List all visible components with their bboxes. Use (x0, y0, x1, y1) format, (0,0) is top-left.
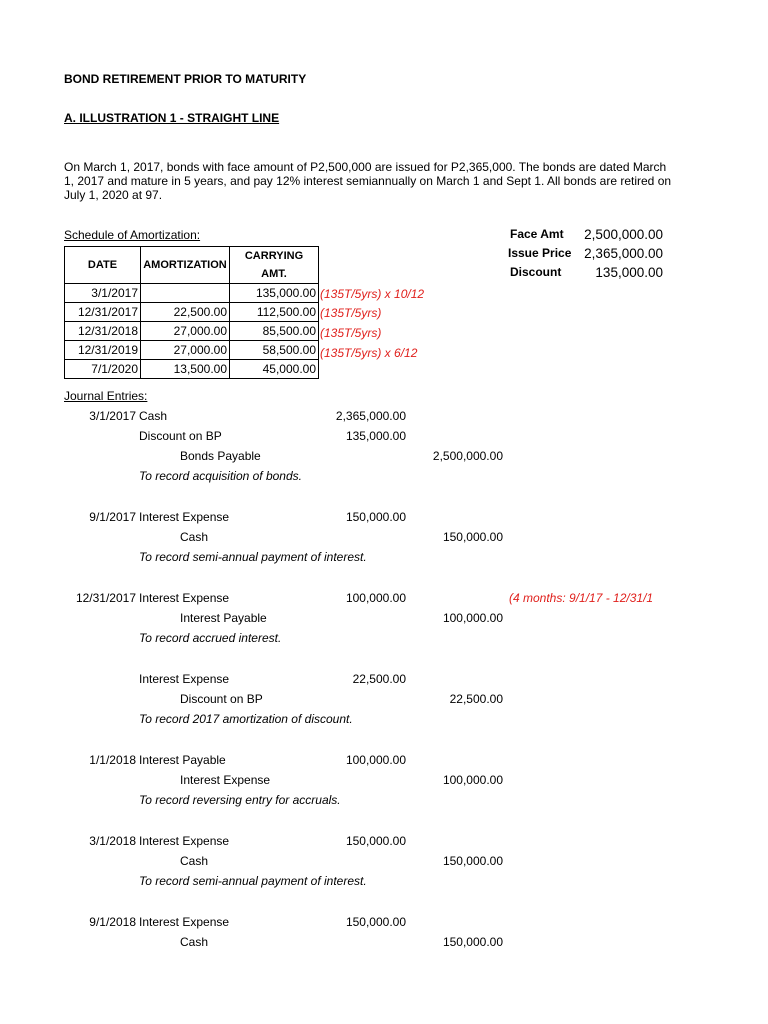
table-row (65, 360, 319, 379)
debit-amount: 150,000.00 (345, 834, 406, 848)
debit-amount: 2,365,000.00 (335, 409, 406, 423)
section-title: A. ILLUSTRATION 1 - STRAIGHT LINE (64, 111, 280, 125)
row-amortization: 27,000.00 (141, 322, 230, 341)
row-date: 12/31/2018 (65, 322, 141, 341)
schedule-note: (135T/5yrs) x 6/12 (320, 346, 418, 360)
account-debit: Cash (139, 409, 168, 423)
table-row (65, 284, 319, 303)
summary-value-face: 2,500,000.00 (584, 227, 663, 242)
row-date: 12/31/2019 (65, 341, 141, 360)
account-debit: Interest Expense (139, 510, 230, 524)
row-carrying: 58,500.00 (230, 341, 319, 360)
entry-memo: To record accrued interest. (139, 631, 282, 645)
entry-date: 9/1/2017 (89, 510, 136, 524)
summary-label-discount: Discount (510, 265, 562, 279)
entry-date: 12/31/2017 (75, 591, 136, 605)
entry-memo: To record semi-annual payment of interest. (139, 874, 367, 888)
table-row (65, 341, 319, 360)
account-debit: Interest Expense (139, 834, 230, 848)
row-date: 7/1/2020 (65, 360, 141, 379)
schedule-note: (135T/5yrs) x 10/12 (320, 287, 425, 301)
entry-memo: To record 2017 amortization of discount. (139, 712, 353, 726)
table-row (65, 303, 319, 322)
amortization-table (64, 246, 319, 379)
account-debit: Interest Expense (139, 591, 230, 605)
summary-label-issue: Issue Price (508, 246, 572, 260)
schedule-note: (135T/5yrs) (320, 326, 382, 340)
credit-amount: 100,000.00 (442, 611, 503, 625)
credit-amount: 150,000.00 (442, 854, 503, 868)
row-carrying: 135,000.00 (230, 284, 319, 303)
credit-amount: 150,000.00 (442, 935, 503, 949)
account-credit: Discount on BP (180, 692, 263, 706)
entry-date: 9/1/2018 (89, 915, 136, 929)
row-carrying: 85,500.00 (230, 322, 319, 341)
credit-amount: 2,500,000.00 (432, 449, 503, 463)
debit-amount: 150,000.00 (345, 915, 406, 929)
row-amortization (141, 284, 230, 303)
entry-memo: To record acquisition of bonds. (139, 469, 302, 483)
row-carrying: 112,500.00 (230, 303, 319, 322)
debit-amount: 100,000.00 (345, 753, 406, 767)
account-credit: Bonds Payable (180, 449, 261, 463)
row-date: 3/1/2017 (65, 284, 141, 303)
debit-amount: 135,000.00 (345, 429, 406, 443)
schedule-note: (135T/5yrs) (320, 306, 382, 320)
doc-title: BOND RETIREMENT PRIOR TO MATURITY (64, 72, 307, 86)
account-debit: Interest Payable (139, 753, 226, 767)
account-credit: Cash (180, 530, 209, 544)
credit-amount: 100,000.00 (442, 773, 503, 787)
account-debit: Discount on BP (139, 429, 222, 443)
entry-date: 3/1/2017 (89, 409, 136, 423)
account-credit: Cash (180, 935, 209, 949)
entry-date: 3/1/2018 (89, 834, 136, 848)
summary-label-face: Face Amt (510, 227, 564, 241)
account-credit: Interest Payable (180, 611, 267, 625)
entry-note: (4 months: 9/1/17 - 12/31/1 (509, 591, 654, 605)
schedule-title: Schedule of Amortization: (64, 228, 201, 242)
row-amortization: 13,500.00 (141, 360, 230, 379)
summary-value-issue: 2,365,000.00 (584, 246, 663, 261)
row-amortization: 22,500.00 (141, 303, 230, 322)
account-debit: Interest Expense (139, 915, 230, 929)
account-credit: Cash (180, 854, 209, 868)
credit-amount: 22,500.00 (449, 692, 503, 706)
row-amortization: 27,000.00 (141, 341, 230, 360)
account-credit: Interest Expense (180, 773, 271, 787)
table-header-row (65, 247, 319, 284)
debit-amount: 150,000.00 (345, 510, 406, 524)
intro-paragraph: On March 1, 2017, bonds with face amount of P2,500,000 are issued for P2,365,000. The bonds are dated March 1, 2017 and mature in 5 years, and pay 12% interest semiannually on March 1 and Sept 1. All bonds are retired on July 1, 2020 at 97. (64, 160, 672, 202)
row-date: 12/31/2017 (65, 303, 141, 322)
summary-value-discount: 135,000.00 (595, 265, 663, 280)
debit-amount: 22,500.00 (352, 672, 406, 686)
row-carrying: 45,000.00 (230, 360, 319, 379)
entry-memo: To record reversing entry for accruals. (139, 793, 341, 807)
header-date: DATE (65, 247, 141, 284)
table-row (65, 322, 319, 341)
header-carrying: CARRYING AMT. (230, 247, 319, 284)
credit-amount: 150,000.00 (442, 530, 503, 544)
debit-amount: 100,000.00 (345, 591, 406, 605)
entry-date: 1/1/2018 (89, 753, 136, 767)
entry-memo: To record semi-annual payment of interest. (139, 550, 367, 564)
journal-title: Journal Entries: (64, 389, 148, 403)
header-amortization: AMORTIZATION (141, 247, 230, 284)
account-debit: Interest Expense (139, 672, 230, 686)
